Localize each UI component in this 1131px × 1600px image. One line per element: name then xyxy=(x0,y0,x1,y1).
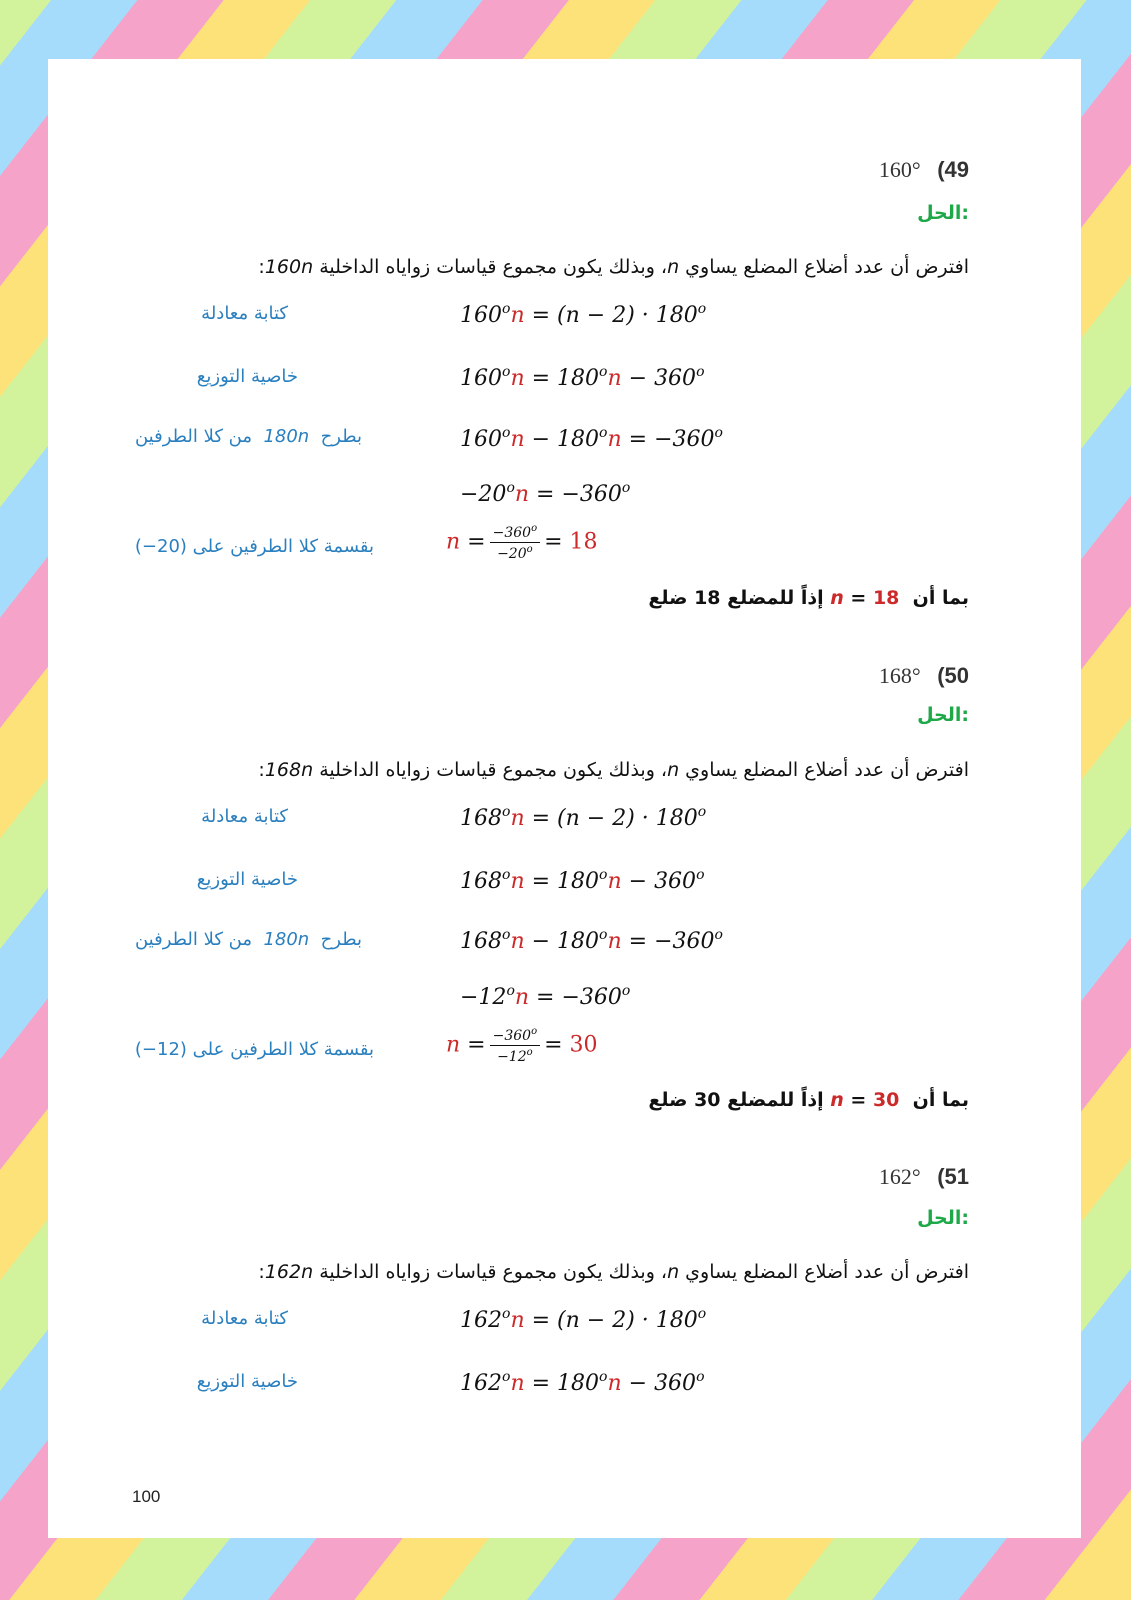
problem-51-header xyxy=(879,1164,969,1190)
equation-50-5: n = $\frac{-360^o}{-12^o}$ = 30 xyxy=(446,1026,598,1065)
note-write-equation-51: كتابة معادلة xyxy=(201,1308,288,1329)
note-distribute-49: خاصية التوزيع xyxy=(196,366,298,387)
note-distribute-50: خاصية التوزيع xyxy=(196,869,298,890)
note-subtract-50: بطرح 180n من كلا الطرفين xyxy=(134,929,362,950)
problem-50-number: (50 xyxy=(937,663,969,688)
intro-49: افترض أن عدد أضلاع المضلع يساوي n، وبذلك يكون مجموع قياسات زواياه الداخلية 160n: xyxy=(258,256,969,278)
fraction-49: $\frac{-360^o}{-20^o}$ xyxy=(490,523,540,562)
equation-50-3: $168^on - 180^on = -360^o$ xyxy=(460,927,723,954)
equation-50-4: $-12^on = -360^o$ xyxy=(460,983,631,1010)
equation-49-5: n = $\frac{-360^o}{-20^o}$ = 18 xyxy=(446,523,598,562)
conclusion-50: بما أن n = 30 إذاً للمضلع 30 ضلع xyxy=(648,1089,969,1111)
problem-50-header xyxy=(879,663,969,689)
note-write-equation-49: كتابة معادلة xyxy=(201,303,288,324)
note-divide-50: بقسمة كلا الطرفين على (−12) xyxy=(134,1039,374,1060)
equation-51-2: $162^on = 180^on - 360^o$ xyxy=(460,1369,705,1396)
intro-50: افترض أن عدد أضلاع المضلع يساوي n، وبذلك يكون مجموع قياسات زواياه الداخلية 168n: xyxy=(258,759,969,781)
equation-49-1: $160^on = (n - 2) \cdot 180^o$ xyxy=(460,301,707,328)
note-divide-49: بقسمة كلا الطرفين على (−20) xyxy=(134,536,374,557)
problem-49-header xyxy=(879,157,969,183)
page-number: 100 xyxy=(132,1487,161,1506)
note-distribute-51: خاصية التوزيع xyxy=(196,1371,298,1392)
problem-51-number: (51 xyxy=(937,1164,969,1189)
solution-label-50: الحل: xyxy=(917,704,969,726)
note-write-equation-50: كتابة معادلة xyxy=(201,806,288,827)
equation-51-1: $162^on = (n - 2) \cdot 180^o$ xyxy=(460,1306,707,1333)
fraction-50: $\frac{-360^o}{-12^o}$ xyxy=(490,1026,540,1065)
equation-49-4: $-20^on = -360^o$ xyxy=(460,480,631,507)
solution-label-49: الحل: xyxy=(917,202,969,224)
conclusion-49: بما أن n = 18 إذاً للمضلع 18 ضلع xyxy=(648,587,969,609)
problem-51-angle: 162° xyxy=(878,1164,921,1189)
problem-49-number: (49 xyxy=(937,157,969,182)
note-subtract-49: بطرح 180n من كلا الطرفين xyxy=(134,426,362,447)
problem-50-angle: 168° xyxy=(878,663,921,688)
worksheet-page xyxy=(48,59,1081,1538)
equation-50-2: $168^on = 180^on - 360^o$ xyxy=(460,867,705,894)
problem-49-angle: 160° xyxy=(878,157,921,182)
equation-49-3: $160^on - 180^on = -360^o$ xyxy=(460,425,723,452)
equation-49-2: $160^on = 180^on - 360^o$ xyxy=(460,364,705,391)
equation-50-1: $168^on = (n - 2) \cdot 180^o$ xyxy=(460,804,707,831)
solution-label-51: الحل: xyxy=(917,1207,969,1229)
intro-51: افترض أن عدد أضلاع المضلع يساوي n، وبذلك يكون مجموع قياسات زواياه الداخلية 162n: xyxy=(258,1261,969,1283)
